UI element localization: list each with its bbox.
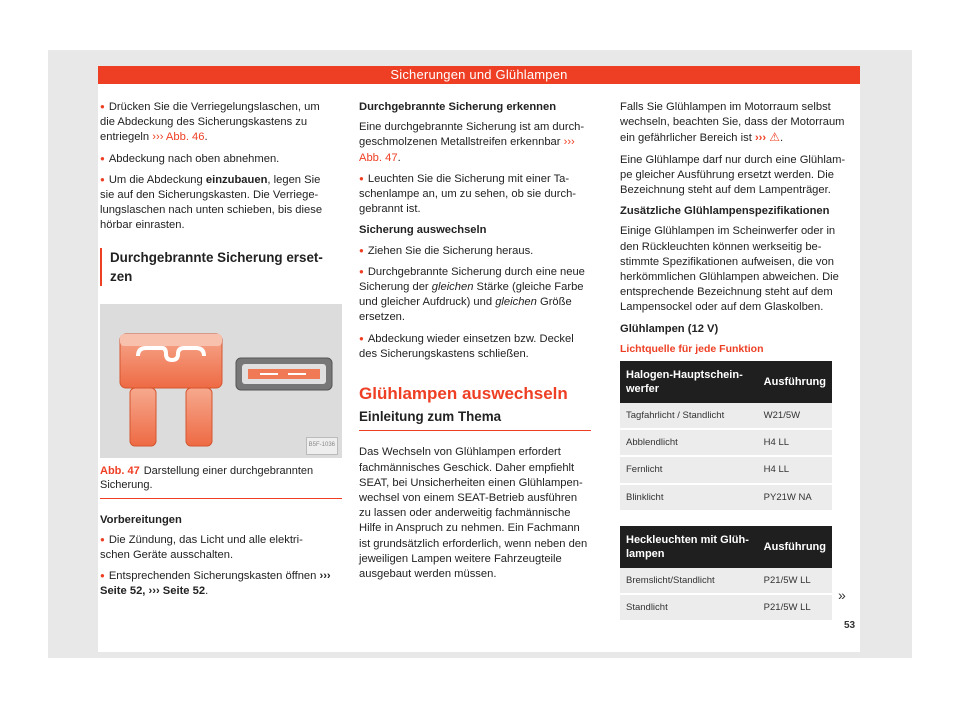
subheading: Durchgebrannte Sicherung erkennen: [359, 101, 557, 113]
subheading: Vorbereitungen: [100, 513, 182, 526]
table-header-row: [620, 526, 832, 568]
continue-marker: »: [838, 587, 846, 603]
table-header-row: [620, 361, 832, 403]
table-row: [620, 568, 832, 594]
subheading: Zusätzliche Glühlampenspezifikationen: [620, 205, 830, 218]
bullet-item: ● Um die Abdeckung einzubauen, legen Sie sie auf den Sicherungskasten. Die Verriege-lungslaschen nach unten schieben, bis diese hörbar einrasten.: [100, 173, 332, 234]
table-cell: P21/5W LL: [758, 594, 832, 621]
cross-reference-link[interactable]: ››› Seite 52, ››› Seite 52: [100, 570, 331, 598]
bullet-item: ● Drücken Sie die Verriegelungslaschen, um die Abdeckung des Sicherungskastens zu entriegeln ››› Abb. 46.: [100, 100, 332, 146]
paragraph: Falls Sie Glühlampen im Motorraum selbst wechseln, beachten Sie, dass der Motorraum ein gefährlicher Bereich ist ››› ⚠.: [620, 101, 845, 145]
bullet-item: ● Leuchten Sie die Sicherung mit einer Ta-schenlampe an, um zu sehen, ob sie durch-gebrannt ist.: [359, 172, 591, 218]
bullet-item: ● Abdeckung wieder einsetzen bzw. Deckel des Sicherungskastens schließen.: [359, 332, 591, 362]
column-2: [359, 100, 591, 588]
section-header: Sicherungen und Glühlampen: [98, 66, 860, 84]
table-row: [620, 594, 832, 621]
table-header-cell: Heckleuchten mit Glüh-lampen: [620, 526, 758, 568]
page-number: 53: [844, 620, 856, 631]
subheading: Glühlampen (12 V): [620, 322, 719, 335]
bulb-table-taillights: [620, 526, 832, 622]
table-header-cell: Ausführung: [758, 361, 832, 403]
table-row: [620, 484, 832, 511]
table-row: [620, 456, 832, 483]
table-row: [620, 403, 832, 429]
topic-heading: Einleitung zum Thema: [359, 409, 591, 431]
table-cell: Blinklicht: [620, 484, 758, 511]
table-cell: W21/5W: [758, 403, 832, 429]
figure-caption: Abb. 47 Darstellung einer durchgebrannten Sicherung.: [100, 458, 342, 499]
paragraph: Das Wechseln von Glühlampen erfordert fachmännisches Geschick. Daher empfiehlt SEAT, bei Unsicherheiten einen Glühlampen-wechsel von einem SEAT-Betrieb ausführen zu lassen oder anderweitig fachmännische Hilfe in Anspruch zu nehmen. Ein Fachmann ist grundsätzlich erforderlich, wenn neben den jeweiligen Lampen weitere Fahrzeugteile ausgebaut werden müssen.: [359, 446, 588, 581]
table-header-cell: Halogen-Hauptschein-werfer: [620, 361, 758, 403]
column-3: [620, 100, 852, 622]
table-cell: Abblendlicht: [620, 429, 758, 456]
section-heading: Durchgebrannte Sicherung erset-zen: [100, 248, 332, 286]
table-title: Lichtquelle für jede Funktion: [620, 342, 764, 355]
table-cell: Bremslicht/Standlicht: [620, 568, 758, 594]
table-cell: H4 LL: [758, 456, 832, 483]
paragraph: Eine durchgebrannte Sicherung ist am durch-geschmolzenen Metallstreifen erkennbar ››› Abb. 47.: [359, 121, 585, 164]
bulb-table-headlights: [620, 361, 832, 512]
cross-reference-link[interactable]: ›››: [754, 132, 767, 145]
column-1: [100, 100, 335, 606]
bullet-item: ● Die Zündung, das Licht und alle elektri-schen Geräte ausschalten.: [100, 533, 332, 563]
blown-fuse-illustration: [100, 304, 342, 458]
cross-reference-link[interactable]: ››› Abb. 47: [359, 136, 575, 164]
chapter-heading: Glühlampen auswechseln: [359, 384, 568, 404]
bullet-item: ● Ziehen Sie die Sicherung heraus.: [359, 244, 591, 259]
fuse-figure: [100, 304, 342, 458]
table-header-cell: Ausführung: [758, 526, 832, 568]
table-cell: H4 LL: [758, 429, 832, 456]
paragraph: Eine Glühlampe darf nur durch eine Glühlam-pe gleicher Ausführung ersetzt werden. Die Bezeichnung steht auf dem Lampenträger.: [620, 153, 846, 197]
bullet-item: ● Entsprechenden Sicherungskasten öffnen ››› Seite 52, ››› Seite 52.: [100, 569, 332, 599]
table-cell: P21/5W LL: [758, 568, 832, 594]
warning-triangle-icon: ⚠: [769, 130, 781, 145]
table-cell: PY21W NA: [758, 484, 832, 511]
table-cell: Tagfahrlicht / Standlicht: [620, 403, 758, 429]
table-row: [620, 429, 832, 456]
bullet-item: ● Abdeckung nach oben abnehmen.: [100, 152, 332, 167]
table-cell: Standlicht: [620, 594, 758, 621]
table-cell: Fernlicht: [620, 456, 758, 483]
paragraph: Einige Glühlampen im Scheinwerfer oder in den Rückleuchten können werkseitig be-stimmte Spezifikationen aufweisen, die von herkömmlichen Glühlampen abweichen. Die entsprechende Bezeichnung steht auf dem Lampensockel oder auf dem Glaskolben.: [620, 225, 839, 314]
cross-reference-link[interactable]: ››› Abb. 46: [152, 131, 205, 144]
bullet-item: ● Durchgebrannte Sicherung durch eine neue Sicherung der gleichen Stärke (gleiche Farbe und gleicher Aufdruck) und gleichen Größe ersetzen.: [359, 265, 591, 326]
figure-id: B5F-1036: [306, 437, 338, 454]
subheading: Sicherung auswechseln: [359, 224, 487, 237]
